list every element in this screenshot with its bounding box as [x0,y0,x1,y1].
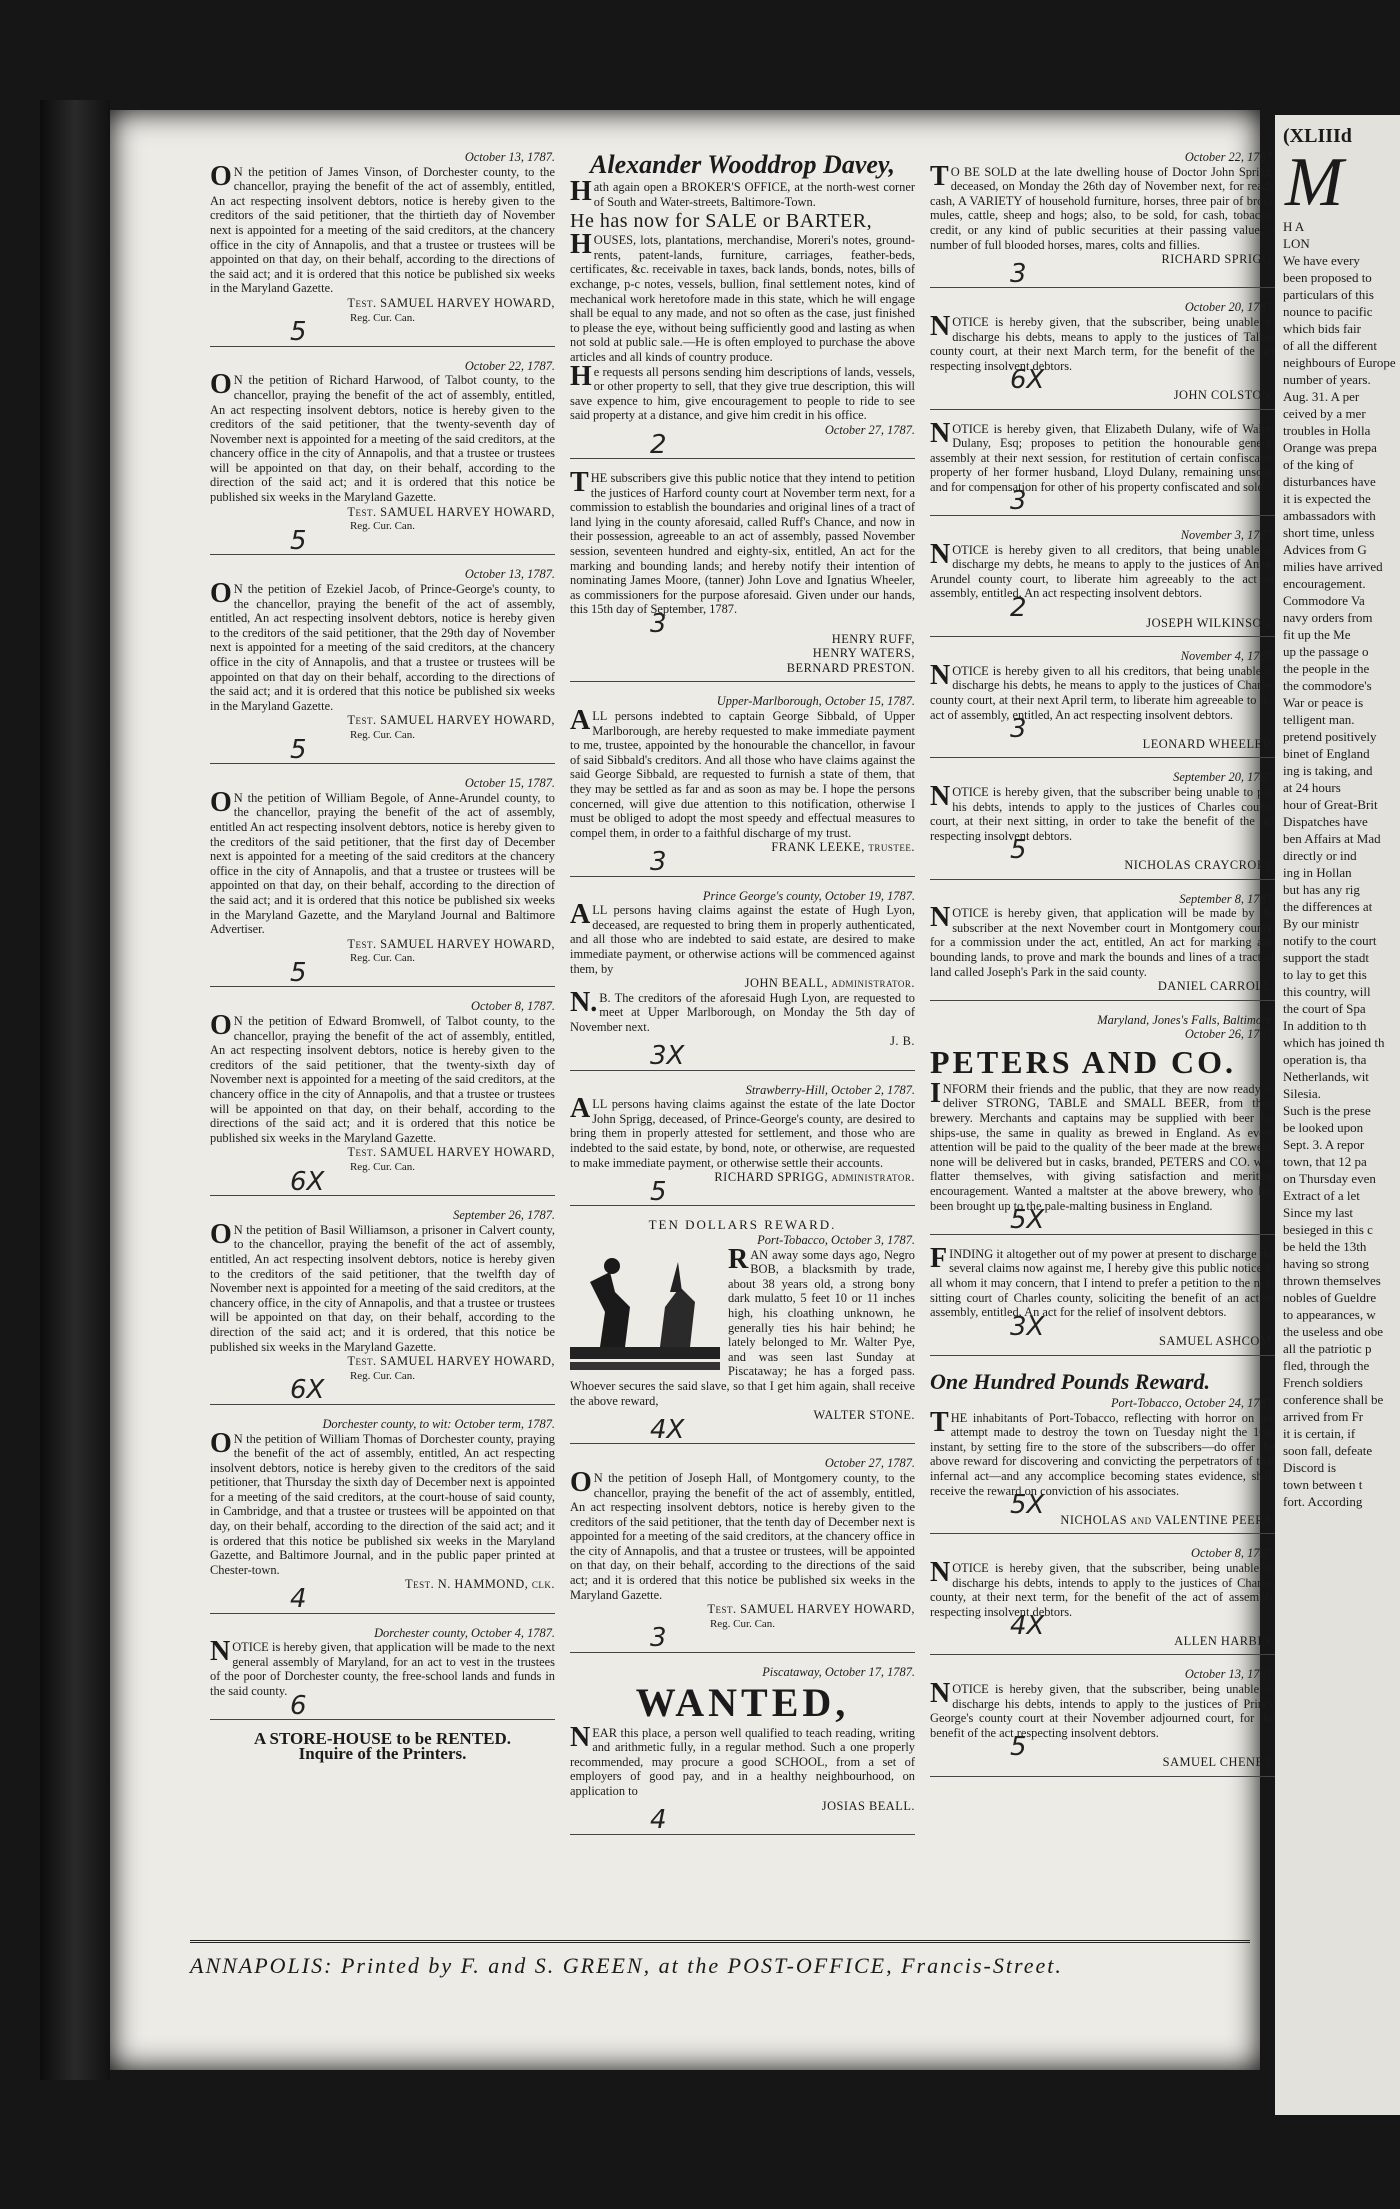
notice-signature-title: Reg. Cur. Can. [349,952,416,965]
notice-date: October 27, 1787. [824,422,915,437]
davey-intro: Hath again open a BROKER'S OFFICE, at the north-west corner of South and Water-streets, Baltimore-Town. [570,176,915,209]
adjacent-page-line: the useless and obe [1283,1324,1384,1339]
adjacent-page-line: We have every [1283,253,1360,268]
adjacent-page-line: thrown themselves [1283,1273,1381,1288]
notice-vinson [210,150,555,347]
notice-begole [210,776,555,987]
davey-name: Alexander Wooddrop Davey, [590,150,895,179]
store-house-inquire: Inquire of the Printers. [298,1743,467,1763]
notice-craycroft [930,770,1275,879]
notice-date: September 8, 1787. [1179,891,1275,906]
adjacent-page-line: binet of England [1283,746,1370,761]
book-binding [40,100,110,2080]
wanted-heading: WANTED, [635,1679,850,1725]
adjacent-page-line: of all the different [1283,338,1377,353]
notice-date: September 26, 1787. [453,1208,555,1223]
notice-date: Port-Tobacco, October 3, 1787. [757,1233,915,1247]
adjacent-page-line: town between t [1283,1477,1363,1492]
notice-body: NOTICE is hereby given to all creditors, that being unable to discharge my debts, he means to apply to the justices of Anne-Arundel county court, to liberate him agreeably to the act of assembly, entitled, An act respecting insolvent debtors. [930,538,1275,601]
notice-signature: Test. SAMUEL HARVEY HOWARD, [347,713,555,728]
adjacent-page-line: up the passage o [1283,644,1369,659]
adjacent-page-line: War or peace is [1283,695,1364,710]
store-house-notice: A STORE-HOUSE to be RENTED. [253,1729,512,1749]
notice-date: October 13, 1787. [464,567,555,582]
adjacent-page-line: Since my last [1283,1205,1354,1220]
notice-signature-title: Reg. Cur. Can. [349,520,416,533]
adjacent-page-line: Extract of a let [1283,1188,1360,1203]
notice-sprigg-sale [930,150,1275,288]
adjacent-page-line: besieged in this c [1283,1222,1373,1237]
notice-date: Prince George's county, October 19, 1787. [702,888,915,903]
runaway-figure-icon [570,1252,720,1372]
hundred-heading: One Hundred Pounds Reward. [930,1368,1210,1394]
notice-harwood [210,359,555,556]
handwritten-mark: 5 [290,957,307,988]
adjacent-page-line: Advices from G [1283,542,1367,557]
notice-date: November 4, 1787. [1180,649,1275,664]
handwritten-mark: 5 [290,734,307,765]
notice-body: NOTICE is hereby given, that the subscriber, being unable to discharge his debts, means to apply to the justices of Talbot county court, at their next March term, for the benefit of the act respecting insolvent debtors. [930,310,1275,373]
notice-body: THE subscribers give this public notice that they intend to petition the justices of Harford county court at November term next, for a commission to establish the boundaries and original lines of a tract of land lying in the county aforesaid, called Ruff's Chance, and now in their possession, agreeable to an act of assembly, passed November session, seventeen hundred and eighty-six, entitled, An act for the marking and bounding lands; and hereby notify their intention of nominating James Moore, (tanner) John Love and Ignatius Wheeler, as commissioners for the purpose aforesaid. Given under our hands, this 15th day of September, 1787. [570,467,915,617]
notice-signature: RICHARD SPRIGG, administrator. [714,1170,915,1185]
notice-signature: HENRY WATERS, [812,646,915,661]
adjacent-page-line: it is expected the [1283,491,1371,506]
adjacent-page-line: this country, will [1283,984,1371,999]
adjacent-page-line: ceived by a mer [1283,406,1366,421]
notice-body: NOTICE is hereby given, that the subscriber, being unable to discharge his debts, intends to apply to the justices of Charles county, at their next term, for the benefit of the act of assembly respecting insolvent debtors. [930,1556,1275,1619]
notice-williamson [210,1208,555,1405]
adjacent-page-line: By our ministr [1283,916,1359,931]
adjacent-page-line: be held the 13th [1283,1239,1367,1254]
adjacent-page-line: Dispatches have [1283,814,1368,829]
notice-body: ON the petition of Joseph Hall, of Montgomery county, to the chancellor, praying the benefit of the act of assembly, entitled, An act respecting insolvent debtors, notice is hereby given to the creditors of the said petitioner, that the tenth day of December next is appointed for a meeting of the said creditors, at the chancery office in the city of Annapolis, and that a trustee or trustees, will be appointed on that day, on their behalf, according to the directions of the said act; and it is ordered that this notice be published six weeks in the Maryland Gazette. [570,1466,915,1602]
notice-signature: FRANK LEEKE, trustee. [771,840,915,855]
adjacent-page-number: (XLIIId [1283,125,1352,147]
notice-date: Maryland, Jones's Falls, Baltimore, [1097,1012,1275,1027]
notice-date: October 15, 1787. [464,776,555,791]
notice-date: October 27, 1787. [824,1456,915,1471]
notice-signature: Test. SAMUEL HARVEY HOWARD, [347,504,555,519]
notice-body: NOTICE is hereby given, that Elizabeth Dulany, wife of Walter Dulany, Esq; proposes to petition the honourable general assembly at their next session, for restitution of certain confiscated property of her former husband, Lloyd Dulany, remaining unsold, and for compensation for other of his property confiscated and sold. [930,417,1275,494]
notice-nb-signature: J. B. [890,1034,915,1049]
adjacent-page-line: ambassadors with [1283,508,1376,523]
adjacent-page-line: fort. According [1283,1494,1363,1509]
notice-hall [570,1456,915,1653]
notice-davey [570,150,915,459]
adjacent-page-line: at 24 hours [1283,780,1341,795]
notice-body: ON the petition of William Begole, of Anne-Arundel county, to the chancellor, praying the benefit of the act of assembly, entitled An act respecting insolvent debtors, notice is hereby given to the creditors of the said petitioner, that the first day of December next is appointed for a meeting of the said creditors at the chancery office in the city of Annapolis, and that a trustee or trustees will be appointed on that day, on their behalf, according to the direction of the said act; and it is ordered that this notice be published six weeks in the Maryland Gazette, and the Maryland Journal and Baltimore Advertiser. [210,786,555,937]
notice-lyon [570,889,915,1071]
notice-body: ON the petition of James Vinson, of Dorchester county, to the chancellor, praying the benefit of the act of assembly, entitled, An act respecting insolvent debtors, notice is hereby given to the creditors of the said petitioner, that the thirtieth day of November next is appointed for a meeting of the said creditors, at the chancery office in the city of Annapolis, and that a trustee or trustees will be appointed on that day, on their behalf, according to the directions of the said act; and it is ordered that this notice be published six weeks in the Maryland Gazette. [210,160,555,296]
notice-signature: Test. N. HAMMOND, clk. [405,1577,555,1592]
handwritten-mark: 3X [650,1041,685,1072]
adjacent-masthead-letter: M [1285,144,1344,221]
notice-signature-title: Reg. Cur. Can. [349,728,416,741]
handwritten-mark: 5 [1010,1732,1027,1763]
notice-colston [930,300,1275,409]
notice-ashcom [930,1242,1275,1356]
handwritten-mark: 4X [1010,1611,1045,1642]
adjacent-page-line: the differences at [1283,899,1373,914]
notice-thomas [210,1417,555,1614]
adjacent-page-line: the commodore's [1283,678,1372,693]
adjacent-page-line: having so strong [1283,1256,1369,1271]
notice-date: Piscataway, October 17, 1787. [762,1665,915,1680]
notice-harford [570,467,915,682]
newspaper-page [110,110,1275,2070]
notice-signature: Test. SAMUEL HARVEY HOWARD, [347,295,555,310]
notice-signature: Test. SAMUEL HARVEY HOWARD, [347,1354,555,1369]
notice-date: Dorchester county, October 4, 1787. [374,1625,555,1640]
notice-hundred-pounds [930,1368,1275,1534]
handwritten-mark: 3 [1010,258,1027,289]
adjacent-page [1275,115,1400,2115]
adjacent-page-line: notify to the court [1283,933,1377,948]
notice-signature-title: Reg. Cur. Can. [709,1617,776,1630]
adjacent-page-line: Sept. 3. A repor [1283,1137,1365,1152]
notice-body: ON the petition of Richard Harwood, of Talbot county, to the chancellor, praying the benefit of the act of assembly, entitled, An act respecting insolvent debtors, notice is hereby given to the creditors of the said petitioner, that the twenty-seventh day of November next is appointed for a meeting of the said creditors, at the chancery office in the city of Annapolis, and that a trustee or trustees will be appointed on that day, on their behalf, according to the direction of the said act; and it is ordered that this notice be published six weeks in the Maryland Gazette. [210,369,555,505]
notice-signature: SAMUEL CHENEY. [1162,1755,1275,1770]
notice-signature: WALTER STONE. [813,1408,915,1423]
notice-body: INFORM their friends and the public, that they are now ready to deliver STRONG, TABLE and SMALL BEER, from their brewery. Merchants and captains may be supplied with beer for ships-use, the same in quality as brewed in England. As every attention will be paid to the quality of the beer made at the brewery, none will be delivered but in casks, branded, PETERS and CO. who flatter themselves, with giving satisfaction and meriting encouragement. Wanted a maltster at the above brewery, who has been brought up to the pale-malting business in England. [930,1077,1275,1213]
handwritten-mark: 6X [290,1166,325,1197]
adjacent-page-line: arrived from Fr [1283,1409,1364,1424]
adjacent-page-line: Orange was prepa [1283,440,1377,455]
adjacent-page-line: been proposed to [1283,270,1372,285]
notice-signature: BERNARD PRESTON. [786,660,915,675]
adjacent-page-line: operation is, tha [1283,1052,1367,1067]
adjacent-page-line: of the king of [1283,457,1354,472]
adjacent-page-line: directly or ind [1283,848,1357,863]
notice-cheney [930,1667,1275,1776]
notice-signature: SAMUEL ASHCOM. [1158,1334,1275,1349]
notice-signature-title: Reg. Cur. Can. [349,311,416,324]
notice-signature: Test. SAMUEL HARVEY HOWARD, [707,1602,915,1617]
adjacent-page-line: pretend positively [1283,729,1377,744]
handwritten-mark: 4 [290,1584,307,1615]
column-2 [570,150,915,1847]
notice-wanted-teacher [570,1665,915,1835]
notice-sprigg-estate [570,1083,915,1207]
notice-body: NOTICE is hereby given, that the subscriber, being unable to discharge his debts, intends to apply to the justices of Prince George's county court at their November adjourned court, for the benefit of the act respecting insolvent debtors. [930,1678,1275,1740]
adjacent-page-line: short time, unless [1283,525,1375,540]
adjacent-page-line: all the patriotic p [1283,1341,1372,1356]
notice-body: NOTICE is hereby given, that application will be made to the next general assembly of Maryland, for an act to vest in the trustees of the poor of Dorchester county, the free-school lands and funds in the said county. [210,1636,555,1698]
notice-date: Port-Tobacco, October 24, 1787. [1110,1395,1275,1410]
adjacent-page-line: but has any rig [1283,882,1360,897]
adjacent-page-line: navy orders from [1283,610,1373,625]
adjacent-page-line: be looked upon [1283,1120,1364,1135]
notice-date: October 13, 1787. [1184,1667,1275,1682]
adjacent-page-line: soon fall, defeate [1283,1443,1373,1458]
handwritten-mark: 5 [650,1176,667,1207]
notice-signature: LEONARD WHEELER. [1142,736,1275,751]
notice-body: ALL persons having claims against the estate of the late Doctor John Sprigg, deceased, of Prince-George's county, are desired to bring them in properly attested for settlement, and those who are indebted to the said estate, by bond, note, or otherwise, are requested to make immediate payment, or otherwise settle their accounts. [570,1093,915,1170]
adjacent-page-line: Discord is [1283,1460,1337,1475]
notice-dulany [930,417,1275,517]
notice-date: September 20, 1787. [1173,770,1275,785]
notice-signature-title: Reg. Cur. Can. [349,1161,416,1173]
adjacent-page-line: ing is taking, and [1283,763,1373,778]
notice-body: ALL persons indebted to captain George Sibbald, of Upper Marlborough, are hereby requested to make immediate payment to me, trustee, appointed by the honourable the chancellor, in favour of said Sibbald's creditors. And all those who have claims against the said George Sibbald, are requested to furnish a state of them, that they may be settled as far and as soon as may be. I hope the persons concerned, will give due attention to this notification, otherwise I must be obliged to adopt the most speedy and effectual measures to compel them, in order to a faithful discharge of my trust. [570,705,915,840]
notice-body: FINDING it altogether out of my power at present to discharge the several claims now against me, I hereby give this public notice to all whom it may concern, that I intend to prefer a petition to the next sitting court of Charles county, soliciting the benefit of an act of assembly, entitled, An act for the relief of insolvent debtors. [930,1242,1275,1320]
adjacent-page-line: nounce to pacific [1283,304,1373,319]
adjacent-page-line: town, that 12 pa [1283,1154,1367,1169]
notice-date: October 13, 1787. [464,150,555,164]
adjacent-page-line: Silesia. [1283,1086,1321,1101]
notice-harbin [930,1546,1275,1655]
adjacent-page-line: the people in the [1283,661,1370,676]
handwritten-mark: 2 [1010,593,1027,624]
notice-signature: ALLEN HARBIN. [1174,1633,1275,1648]
column-3 [930,150,1275,1789]
handwritten-mark: 5X [1010,1205,1045,1236]
adjacent-page-line: French soldiers [1283,1375,1363,1390]
notice-body: THE inhabitants of Port-Tobacco, reflecting with horror on the attempt made to destroy the town on Tuesday night the 16th instant, by setting fire to the store of the subscribers—do offer the above reward for discovering and convicting the perpetrators of that infernal act—and any accomplice becoming states evidence, shall receive the reward on conviction of his associates. [930,1406,1275,1498]
adjacent-page-line: ing in Hollan [1283,865,1352,880]
notice-body: TO BE SOLD at the late dwelling house of Doctor John Sprigg, deceased, on Monday the 26th day of November next, for ready cash, A VARIETY of household furniture, horses, three pair of broke mules, cattle, sheep and hogs; also, to be sold, for cash, tobacco, credit, or any kind of public securities at their passing value, a number of full blooded horses, mares, colts and fillies. [930,160,1275,252]
adjacent-page-line: nobles of Gueldre [1283,1290,1377,1305]
notice-body: NOTICE is hereby given, that the subscriber being unable to pay his debts, intends to apply to the justices of Charles county court, at their next sitting, in order to take the benefit of the act respecting insolvent debtors. [930,780,1275,843]
adjacent-page-text [1275,218,1400,1510]
adjacent-page-line: which bids fair [1283,321,1361,336]
handwritten-mark: 2 [650,429,667,460]
notice-date: October 8, 1787. [471,999,555,1014]
adjacent-page-line: Netherlands, wit [1283,1069,1369,1084]
adjacent-page-line: support the stadt [1283,950,1369,965]
adjacent-page-line: In addition to th [1283,1018,1367,1033]
handwritten-mark: 3 [650,609,667,640]
adjacent-page-line: Commodore Va [1283,593,1365,608]
notice-signature-title: Reg. Cur. Can. [349,1369,416,1382]
notice-dorchester-school [210,1626,555,1721]
davey-body-2: He requests all persons sending him descriptions of lands, vessels, or other property to sell, that they give true description, this will save expence to him, give encouragement to people to ride to see said property at a distance, and give him credit in his office. [570,360,915,423]
adjacent-page-line: Such is the prese [1283,1103,1371,1118]
davey-headline: He has now for SALE or BARTER, [570,210,873,233]
notice-date: Strawberry-Hill, October 2, 1787. [745,1082,915,1097]
notice-body: RAN away some days ago, Negro BOB, a blacksmith by trade, about 38 years old, a strong bony dark mulatto, 5 feet 10 or 11 inches high, his cloathing unknown, he generally ties his hair behind; he lately belonged to Mr. Walter Pye, and was seen last Sunday at Piscataway; he has a forged pass. Whoever secures the said slave, so that I get him again, shall receive the above reward, [570,1243,915,1408]
notice-date: October 8, 1787. [1191,1546,1275,1561]
notice-runaway-reward [570,1218,915,1444]
notice-sibbald [570,694,915,876]
notice-peters-brewery [930,1013,1275,1235]
notice-body: NOTICE is hereby given, that application will be made by the subscriber at the next November court in Montgomery county, for a commission under the act, entitled, An act for marking and bounding lands, to prove and mark the bounds and lines of a tract of land called Joseph's Park in the said county. [930,902,1275,979]
handwritten-mark: 5 [290,525,307,556]
adjacent-page-line: ben Affairs at Mad [1283,831,1381,846]
handwritten-mark: 5 [290,317,307,348]
handwritten-mark: 6 [290,1690,307,1721]
notice-body: ON the petition of Basil Williamson, a prisoner in Calvert county, to the chancellor, praying the benefit of the act of assembly, entitled, An act respecting insolvent debtors, notice is hereby given to the creditors of the said petitioner, that the twelfth day of November next is appointed for a meeting of the said creditors, at the chancery office, in the city of Annapolis, and that a trustee or trustees will be appointed on that day, on their behalf, according to the direction of the said act; and it is ordered, that this notice be published six weeks in the Maryland Gazette. [210,1218,555,1354]
reward-heading: TEN DOLLARS REWARD. [648,1217,837,1233]
handwritten-mark: 5X [1010,1490,1045,1521]
notice-signature: JOHN COLSTON. [1173,387,1275,402]
notice-date: October 26, 1787. [1184,1027,1275,1042]
notice-date: November 3, 1787. [1180,528,1275,543]
handwritten-mark: 3 [1010,486,1027,517]
adjacent-page-line: which has joined th [1283,1035,1385,1050]
handwritten-mark: 4X [650,1414,685,1445]
handwritten-mark: 6X [1010,365,1045,396]
davey-body: HOUSES, lots, plantations, merchandise, Moreri's notes, ground-rents, patent-lands, furniture, carriages, feather-beds, certificates, &c. receivable in taxes, back lands, bonds, notes, bills of exchange, p-c notes, vessels, bullion, final settlement notes, kind of mechanical work heretofore made in this state, which he will engage shall be equal to any made, and not so often as the case, just finished to please the eye, without being sufficiently good and lasting as when not sold at public sale.—He is often employed to purchase the above articles and all kinds of country produce. [570,229,915,364]
adjacent-page-line: particulars of this [1283,287,1374,302]
notice-bromwell [210,999,555,1196]
adjacent-page-line: on Thursday even [1283,1171,1376,1186]
handwritten-mark: 6X [290,1375,325,1406]
column-1 [210,150,555,1761]
notice-jacob [210,567,555,764]
notice-date: Upper-Marlborough, October 15, 1787. [716,694,915,709]
handwritten-mark: 5 [1010,835,1027,866]
adjacent-page-line: conference shall be [1283,1392,1384,1407]
notice-body: NEAR this place, a person well qualified to teach reading, writing and arithmetic fully, in a regular method. Such a one properly recommended, may procure a good SCHOOL, from a set of employers of good pay, and in a healthy neighbourhood, on application to [570,1721,915,1798]
adjacent-page-line: H A [1283,219,1305,234]
adjacent-page-line: number of years. [1283,372,1371,387]
adjacent-page-line: telligent man. [1283,712,1355,727]
notice-wheeler [930,649,1275,758]
notice-date: October 22, 1787. [1184,150,1275,164]
handwritten-mark: 4 [650,1805,667,1836]
notice-signature: RICHARD SPRIGG. [1161,252,1275,267]
adjacent-page-line: disturbances have [1283,474,1376,489]
notice-date: Dorchester county, to wit: October term, 1787. [322,1416,555,1431]
handwritten-mark: 3 [650,846,667,877]
adjacent-page-line: neighbours of Europe [1283,355,1396,370]
notice-signature: NICHOLAS CRAYCROFT. [1124,857,1275,872]
adjacent-page-line: troubles in Holla [1283,423,1371,438]
notice-date: October 20, 1787. [1184,300,1275,315]
notice-body: ON the petition of Ezekiel Jacob, of Prince-George's county, to the chancellor, praying the benefit of the act of assembly, entitled, An act respecting insolvent debtors, notice is hereby given to the creditors of the said petitioner, that the 29th day of November next is appointed for a meeting of the said creditors, at the chancery office in the city of Annapolis, and that a trustee or trustees will be appointed on that day on their behalf, according to the directions of the said act; and it is ordered that this notice be published six weeks in the Maryland Gazette. [210,578,555,713]
adjacent-page-line: Aug. 31. A per [1283,389,1360,404]
notice-body: ALL persons having claims against the estate of Hugh Lyon, deceased, are requested to bring them in properly authenticated, and all those who are indebted to said estate, are desired to make immediate payment, or otherwise actions will be commenced against them, by [570,899,915,976]
notice-date: October 22, 1787. [464,358,555,373]
handwritten-mark: 3X [1010,1311,1045,1342]
adjacent-page-line: milies have arrived [1283,559,1383,574]
notice-carroll [930,892,1275,1001]
notice-signature: NICHOLAS and VALENTINE PEERS. [1060,1512,1275,1527]
notice-body: NOTICE is hereby given to all his creditors, that being unable to discharge his debts, he means to apply to the justices of Charles county court, at their next April term, to liberate him agreeable to the act of assembly, entitled, An act respecting insolvent debtors. [930,659,1275,722]
handwritten-mark: 3 [1010,714,1027,745]
notice-body: ON the petition of Edward Bromwell, of Talbot county, to the chancellor, praying the benefit of the act of assembly, entitled, An act respecting insolvent debtors, notice is hereby given to the creditors of the said petitioner, that the twenty-sixth day of November next is appointed for a meeting of the said creditors, at the chancery office in the city of Annapolis, and that a trustee or trustees will be appointed on that day, on their behalf, according to the directions of the said act; and it is ordered that this notice be published six weeks in the Maryland Gazette. [210,1010,555,1145]
adjacent-page-line: fled, through the [1283,1358,1370,1373]
adjacent-page-line: the court of Spa [1283,1001,1366,1016]
adjacent-page-line: hour of Great-Brit [1283,797,1378,812]
adjacent-page-line: LON [1283,236,1310,251]
notice-signature: Test. SAMUEL HARVEY HOWARD, [347,936,555,951]
adjacent-page-line: fit up the Me [1283,627,1351,642]
notice-body: ON the petition of William Thomas of Dorchester county, praying the benefit of the act of assembly, entitled, An act respecting insolvent debtors, notice is hereby given to the creditors of the said petitioner, that Thursday the sixth day of December next is appointed for a meeting of the said creditors, at the court-house of said county, in Cambridge, and that a trustee or trustees will be appointed on that day, on their behalf, according to the direction of the said act; and it is ordered that this notice be published six weeks in the Maryland Gazette, and Baltimore Journal, and in the public paper printed at Chester-town. [210,1427,555,1577]
notice-signature: Test. SAMUEL HARVEY HOWARD, [347,1145,555,1160]
notice-signature: JOSIAS BEALL. [821,1798,915,1813]
notice-signature: HENRY RUFF, [831,631,915,646]
notice-signature: DANIEL CARROLL. [1157,979,1275,994]
peters-heading: PETERS AND CO. [930,1043,1237,1080]
adjacent-page-line: to appearances, w [1283,1307,1376,1322]
adjacent-page-line: to lay to get this [1283,967,1367,982]
notice-signature: JOSEPH WILKINSON. [1146,615,1275,630]
adjacent-page-line: it is certain, if [1283,1426,1356,1441]
notice-signature: JOHN BEALL, administrator. [744,976,915,991]
printer-imprint: ANNAPOLIS: Printed by F. and S. GREEN, at the POST-OFFICE, Francis-Street. [190,1940,1250,1979]
notice-wilkinson [930,528,1275,637]
notice-nb: N.B. The creditors of the aforesaid Hugh Lyon, are requested to meet at Upper Marlborough, on Monday the 5th day of November next. [570,986,915,1034]
handwritten-mark: 3 [650,1623,667,1654]
adjacent-page-line: encouragement. [1283,576,1366,591]
